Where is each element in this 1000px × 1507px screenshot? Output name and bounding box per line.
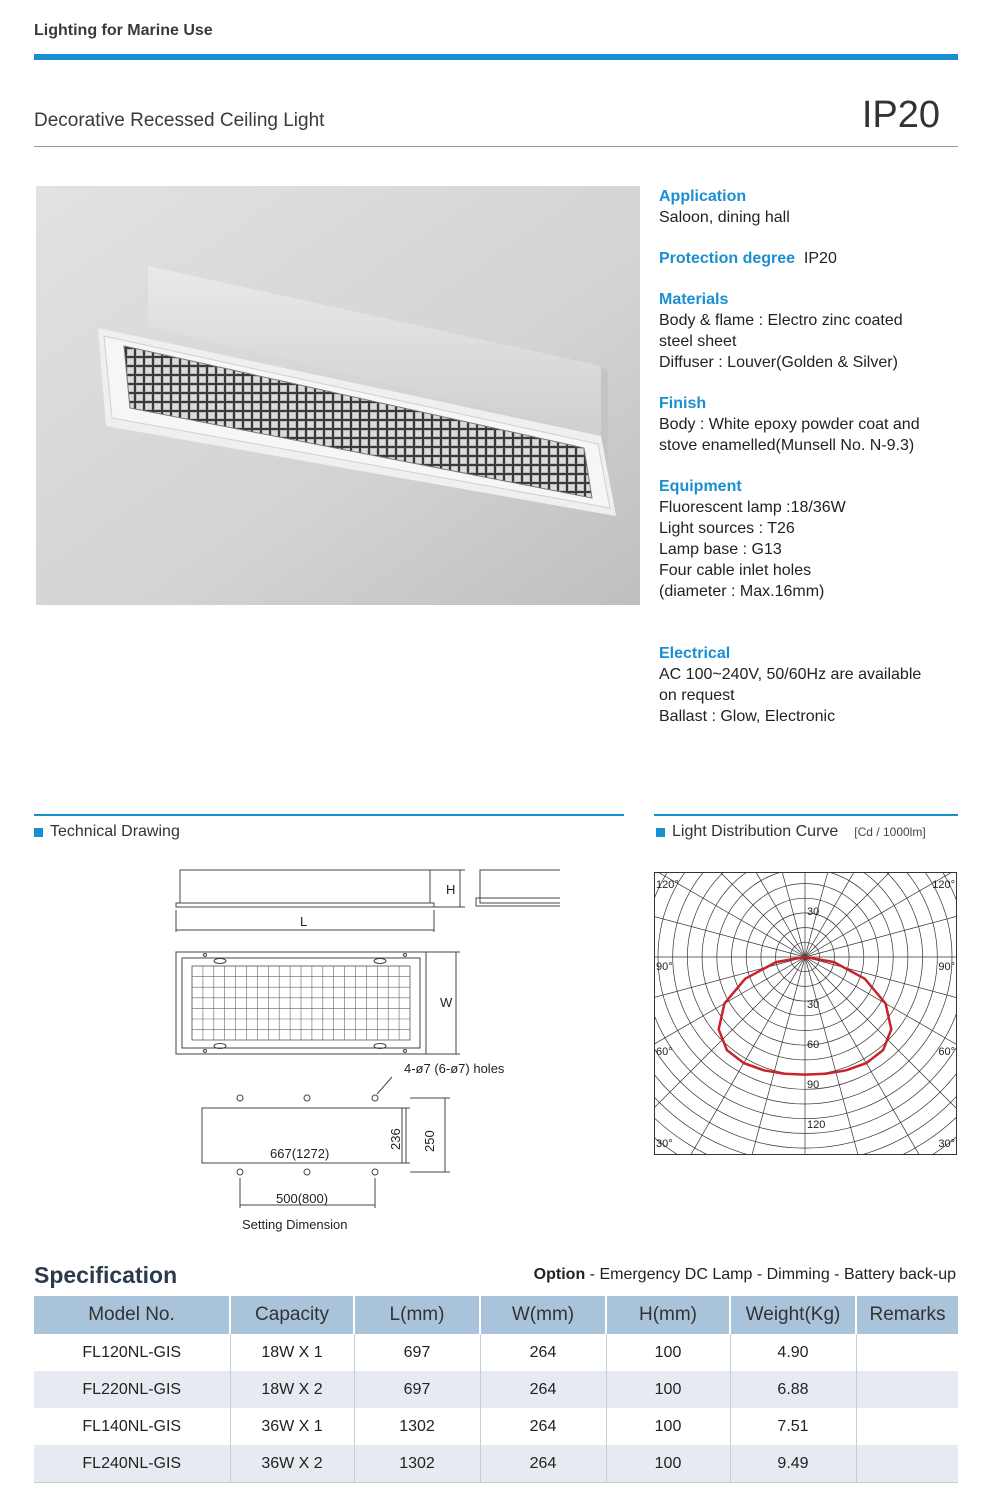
angle-label: 30° <box>938 1138 955 1150</box>
cell-w: 264 <box>480 1371 606 1408</box>
cell-l: 697 <box>354 1334 480 1371</box>
spec-line: Body & flame : Electro zinc coated <box>659 312 903 329</box>
category-title: Lighting for Marine Use <box>34 22 213 39</box>
curve-section-rule <box>654 814 958 816</box>
cell-remarks <box>856 1408 958 1445</box>
spec-line: steel sheet <box>659 333 737 350</box>
side-view-body <box>180 870 430 903</box>
product-photo <box>36 186 640 605</box>
recessed-light-illustration <box>36 186 640 605</box>
angle-label: 60° <box>938 1046 955 1058</box>
setting-dimension-label: Setting Dimension <box>242 1217 348 1232</box>
cell-model: FL220NL-GIS <box>34 1371 230 1408</box>
cell-weight: 4.90 <box>730 1334 856 1371</box>
dim-500-label: 500(800) <box>276 1191 329 1206</box>
angle-label: 90° <box>938 961 955 973</box>
spec-label: Materials <box>659 291 729 308</box>
cell-capacity: 18W X 2 <box>230 1371 354 1408</box>
spec-line: stove enamelled(Munsell No. N-9.3) <box>659 437 915 454</box>
col-header: H(mm) <box>606 1296 730 1334</box>
section-label: Light Distribution Curve <box>672 823 839 840</box>
spec-line: Diffuser : Louver(Golden & Silver) <box>659 354 898 371</box>
ip-rating: IP20 <box>861 94 940 136</box>
specification-title: Specification <box>34 1262 178 1288</box>
cell-weight: 6.88 <box>730 1371 856 1408</box>
radial-label: 30 <box>807 906 820 918</box>
holes-label: 4-ø7 (6-ø7) holes <box>404 1061 505 1076</box>
drawing-section-rule <box>34 814 624 816</box>
drawing-section-title <box>34 823 180 841</box>
dim-w-label: W <box>440 995 453 1010</box>
cell-l: 1302 <box>354 1445 480 1483</box>
dim-h-label: H <box>446 882 456 897</box>
option-label: Option <box>533 1266 586 1283</box>
cell-l: 697 <box>354 1371 480 1408</box>
spec-finish <box>659 393 979 456</box>
spec-list <box>659 186 979 747</box>
spec-line: (diameter : Max.16mm) <box>659 583 825 600</box>
square-bullet-icon <box>34 828 43 837</box>
header-divider <box>34 146 958 147</box>
spec-line: AC 100~240V, 50/60Hz are available <box>659 666 922 683</box>
spec-line: Four cable inlet holes <box>659 562 812 579</box>
spec-label: Equipment <box>659 478 742 495</box>
cell-model: FL140NL-GIS <box>34 1408 230 1445</box>
spec-line: Fluorescent lamp :18/36W <box>659 499 846 516</box>
spec-label: Protection degree <box>659 250 796 267</box>
col-header: Model No. <box>34 1296 230 1334</box>
radial-label: 60 <box>807 1039 820 1051</box>
dim-236-label: 236 <box>388 1128 403 1150</box>
unit-label: [Cd / 1000lm] <box>854 825 926 839</box>
radial-label: 30 <box>807 999 820 1011</box>
col-header: L(mm) <box>354 1296 480 1334</box>
table-row <box>34 1445 958 1483</box>
angle-label: 30° <box>656 1138 673 1150</box>
cell-w: 264 <box>480 1445 606 1483</box>
spec-line: Lamp base : G13 <box>659 541 782 558</box>
cell-model: FL240NL-GIS <box>34 1445 230 1483</box>
cell-h: 100 <box>606 1371 730 1408</box>
cell-h: 100 <box>606 1408 730 1445</box>
angle-label: 120° <box>932 879 955 891</box>
table-row <box>34 1334 958 1371</box>
cell-capacity: 18W X 1 <box>230 1334 354 1371</box>
col-header: Remarks <box>856 1296 958 1334</box>
cell-weight: 7.51 <box>730 1408 856 1445</box>
option-text: - Emergency DC Lamp - Dimming - Battery back-up <box>585 1266 956 1283</box>
spec-materials <box>659 289 979 373</box>
spec-line: Light sources : T26 <box>659 520 795 537</box>
light-distribution-chart <box>654 872 957 1155</box>
angle-label: 90° <box>656 961 673 973</box>
dim-250-label: 250 <box>422 1130 437 1152</box>
spec-line: Body : White epoxy powder coat and <box>659 416 920 433</box>
technical-drawing <box>160 860 560 1240</box>
spec-value: Saloon, dining hall <box>659 209 790 226</box>
spec-application <box>659 186 979 228</box>
cell-w: 264 <box>480 1408 606 1445</box>
cell-remarks <box>856 1371 958 1408</box>
curve-section-title <box>656 823 926 841</box>
table-row <box>34 1408 958 1445</box>
spec-label: Electrical <box>659 645 731 662</box>
angle-label: 60° <box>656 1046 673 1058</box>
cell-remarks <box>856 1334 958 1371</box>
spec-equipment <box>659 476 979 602</box>
table-header-row <box>34 1296 958 1334</box>
spec-label: Application <box>659 188 747 205</box>
product-name: Decorative Recessed Ceiling Light <box>34 110 325 131</box>
options-line <box>534 1266 956 1284</box>
spec-line: Ballast : Glow, Electronic <box>659 708 836 725</box>
header-bar <box>34 54 958 60</box>
cell-w: 264 <box>480 1334 606 1371</box>
spec-value: IP20 <box>803 250 837 267</box>
angle-label: 120° <box>656 879 679 891</box>
cell-h: 100 <box>606 1334 730 1371</box>
col-header: Weight(Kg) <box>730 1296 856 1334</box>
section-label: Technical Drawing <box>50 823 180 840</box>
cell-capacity: 36W X 1 <box>230 1408 354 1445</box>
cell-model: FL120NL-GIS <box>34 1334 230 1371</box>
col-header: W(mm) <box>480 1296 606 1334</box>
spec-electrical <box>659 643 979 727</box>
dim-l-label: L <box>300 914 308 929</box>
radial-label: 90 <box>807 1079 820 1091</box>
table-row <box>34 1371 958 1408</box>
cell-l: 1302 <box>354 1408 480 1445</box>
cell-h: 100 <box>606 1445 730 1483</box>
col-header: Capacity <box>230 1296 354 1334</box>
square-bullet-icon <box>656 828 665 837</box>
cell-remarks <box>856 1445 958 1483</box>
specification-table <box>34 1296 958 1483</box>
cell-capacity: 36W X 2 <box>230 1445 354 1483</box>
dim-667-label: 667(1272) <box>270 1146 330 1161</box>
spec-label: Finish <box>659 395 707 412</box>
spec-protection <box>659 248 979 269</box>
chart-frame <box>655 873 957 1155</box>
spec-line: on request <box>659 687 735 704</box>
radial-label: 120 <box>807 1119 826 1131</box>
cell-weight: 9.49 <box>730 1445 856 1483</box>
